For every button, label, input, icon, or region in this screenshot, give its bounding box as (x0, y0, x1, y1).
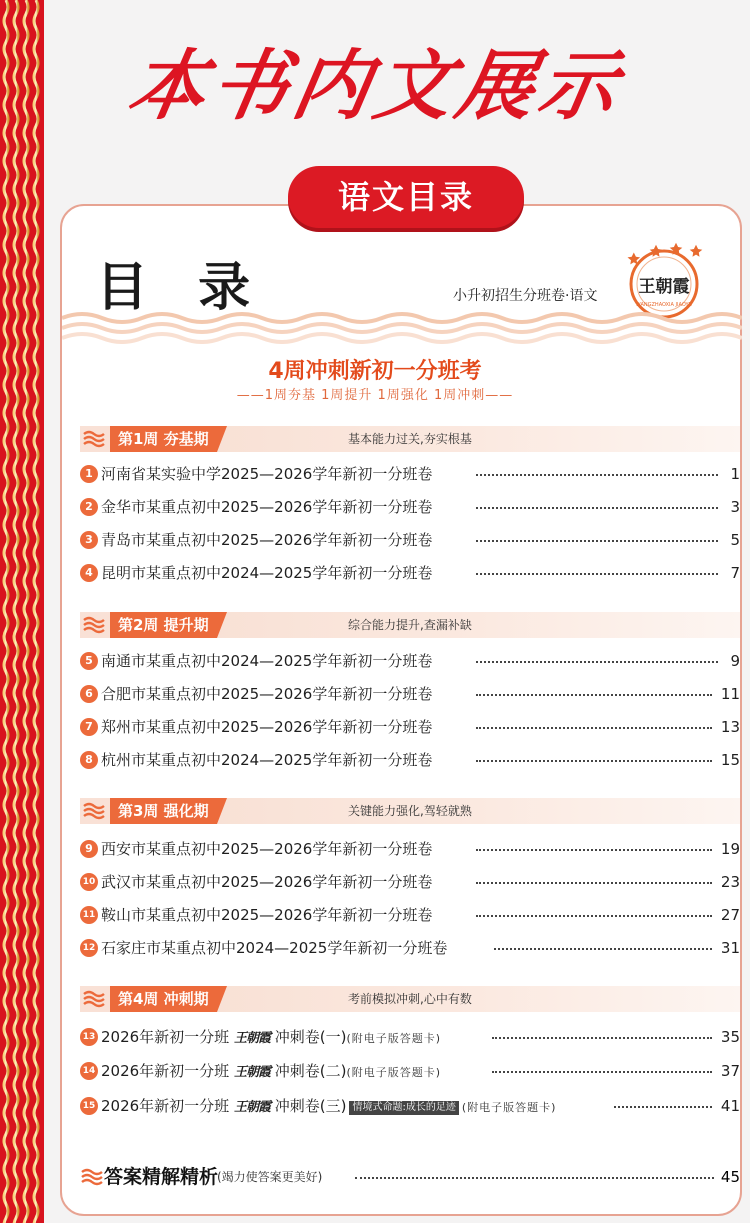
week-desc: 基本能力过关,夯实根基 (348, 432, 472, 446)
waves-icon (80, 612, 110, 638)
wave-pattern (0, 0, 44, 1223)
waves-icon (80, 426, 110, 452)
answer-page: 45 (720, 1168, 740, 1186)
week-4-header (80, 986, 740, 1012)
plan-title: 4周冲刺新初一分班考 (268, 359, 482, 384)
waves-icon (80, 1166, 104, 1188)
answer-section[interactable] (80, 1164, 742, 1190)
toc-item[interactable]: 12 石家庄市某重点初中2024—2025学年新初一分班卷 31 (80, 937, 742, 959)
section-tab: 语文目录 (288, 166, 524, 228)
answer-title: 答案精解精析 (104, 1166, 219, 1188)
week-2-header (80, 612, 740, 638)
toc-item[interactable]: 2 金华市某重点初中2025—2026学年新初一分班卷 3 (80, 496, 742, 518)
waves-icon (80, 798, 110, 824)
week-desc: 考前模拟冲刺,心中有数 (348, 992, 472, 1006)
toc-item[interactable]: 14 2026年新初一分班 王朝霞 冲刺卷(二)(附电子版答题卡) 37 (80, 1060, 742, 1082)
brand-signature: 王朝霞 (233, 1100, 270, 1115)
toc-item[interactable]: 15 2026年新初一分班 王朝霞 冲刺卷(三) 情境式命题:成长的足迹 (附电子版答题卡) 41 (80, 1095, 742, 1117)
week-desc: 综合能力提升,查漏补缺 (348, 618, 472, 632)
toc-title: 目 录 (96, 258, 267, 318)
waves-icon (80, 986, 110, 1012)
brand-logo (624, 240, 704, 320)
toc-item[interactable]: 7 郑州市某重点初中2025—2026学年新初一分班卷 13 (80, 716, 742, 738)
toc-item[interactable]: 10 武汉市某重点初中2025—2026学年新初一分班卷 23 (80, 871, 742, 893)
toc-item[interactable]: 4 昆明市某重点初中2024—2025学年新初一分班卷 7 (80, 562, 742, 584)
week-desc: 关键能力强化,驾轻就熟 (348, 804, 472, 818)
week-label: 第2周 提升期 (110, 612, 217, 638)
week-1-header (80, 426, 740, 452)
plan-subtitle: ——1周夯基 1周提升 1周强化 1周冲刺—— (236, 388, 514, 403)
toc-item[interactable]: 3 青岛市某重点初中2025—2026学年新初一分班卷 5 (80, 529, 742, 551)
toc-item[interactable]: 9 西安市某重点初中2025—2026学年新初一分班卷 19 (80, 838, 742, 860)
week-label: 第4周 冲刺期 (110, 986, 217, 1012)
toc-item[interactable]: 1 河南省某实验中学2025—2026学年新初一分班卷 1 (80, 463, 742, 485)
answer-note: (竭力使答案更美好) (217, 1170, 323, 1184)
toc-item[interactable]: 13 2026年新初一分班 王朝霞 冲刺卷(一)(附电子版答题卡) 35 (80, 1026, 742, 1048)
toc-item[interactable]: 8 杭州市某重点初中2024—2025学年新初一分班卷 15 (80, 749, 742, 771)
week-label: 第1周 夯基期 (110, 426, 217, 452)
week-label: 第3周 强化期 (110, 798, 217, 824)
decorative-stripe (0, 0, 44, 1223)
brand-signature: 王朝霞 (233, 1031, 270, 1046)
brand-signature: 王朝霞 (233, 1065, 270, 1080)
tag-badge: 情境式命题:成长的足迹 (349, 1101, 458, 1115)
week-3-header (80, 798, 740, 824)
wave-divider (62, 310, 742, 344)
series-subtitle: 小升初招生分班卷·语文 (453, 288, 598, 304)
toc-item[interactable]: 5 南通市某重点初中2024—2025学年新初一分班卷 9 (80, 650, 742, 672)
svg-text:WANGZHAOXIA JIAOYU: WANGZHAOXIA JIAOYU (635, 302, 693, 308)
logo-text: 王朝霞 (638, 277, 690, 297)
toc-item[interactable]: 6 合肥市某重点初中2025—2026学年新初一分班卷 11 (80, 683, 742, 705)
toc-item[interactable]: 11 鞍山市某重点初中2025—2026学年新初一分班卷 27 (80, 904, 742, 926)
headline: 本书内文展示 (122, 41, 630, 130)
